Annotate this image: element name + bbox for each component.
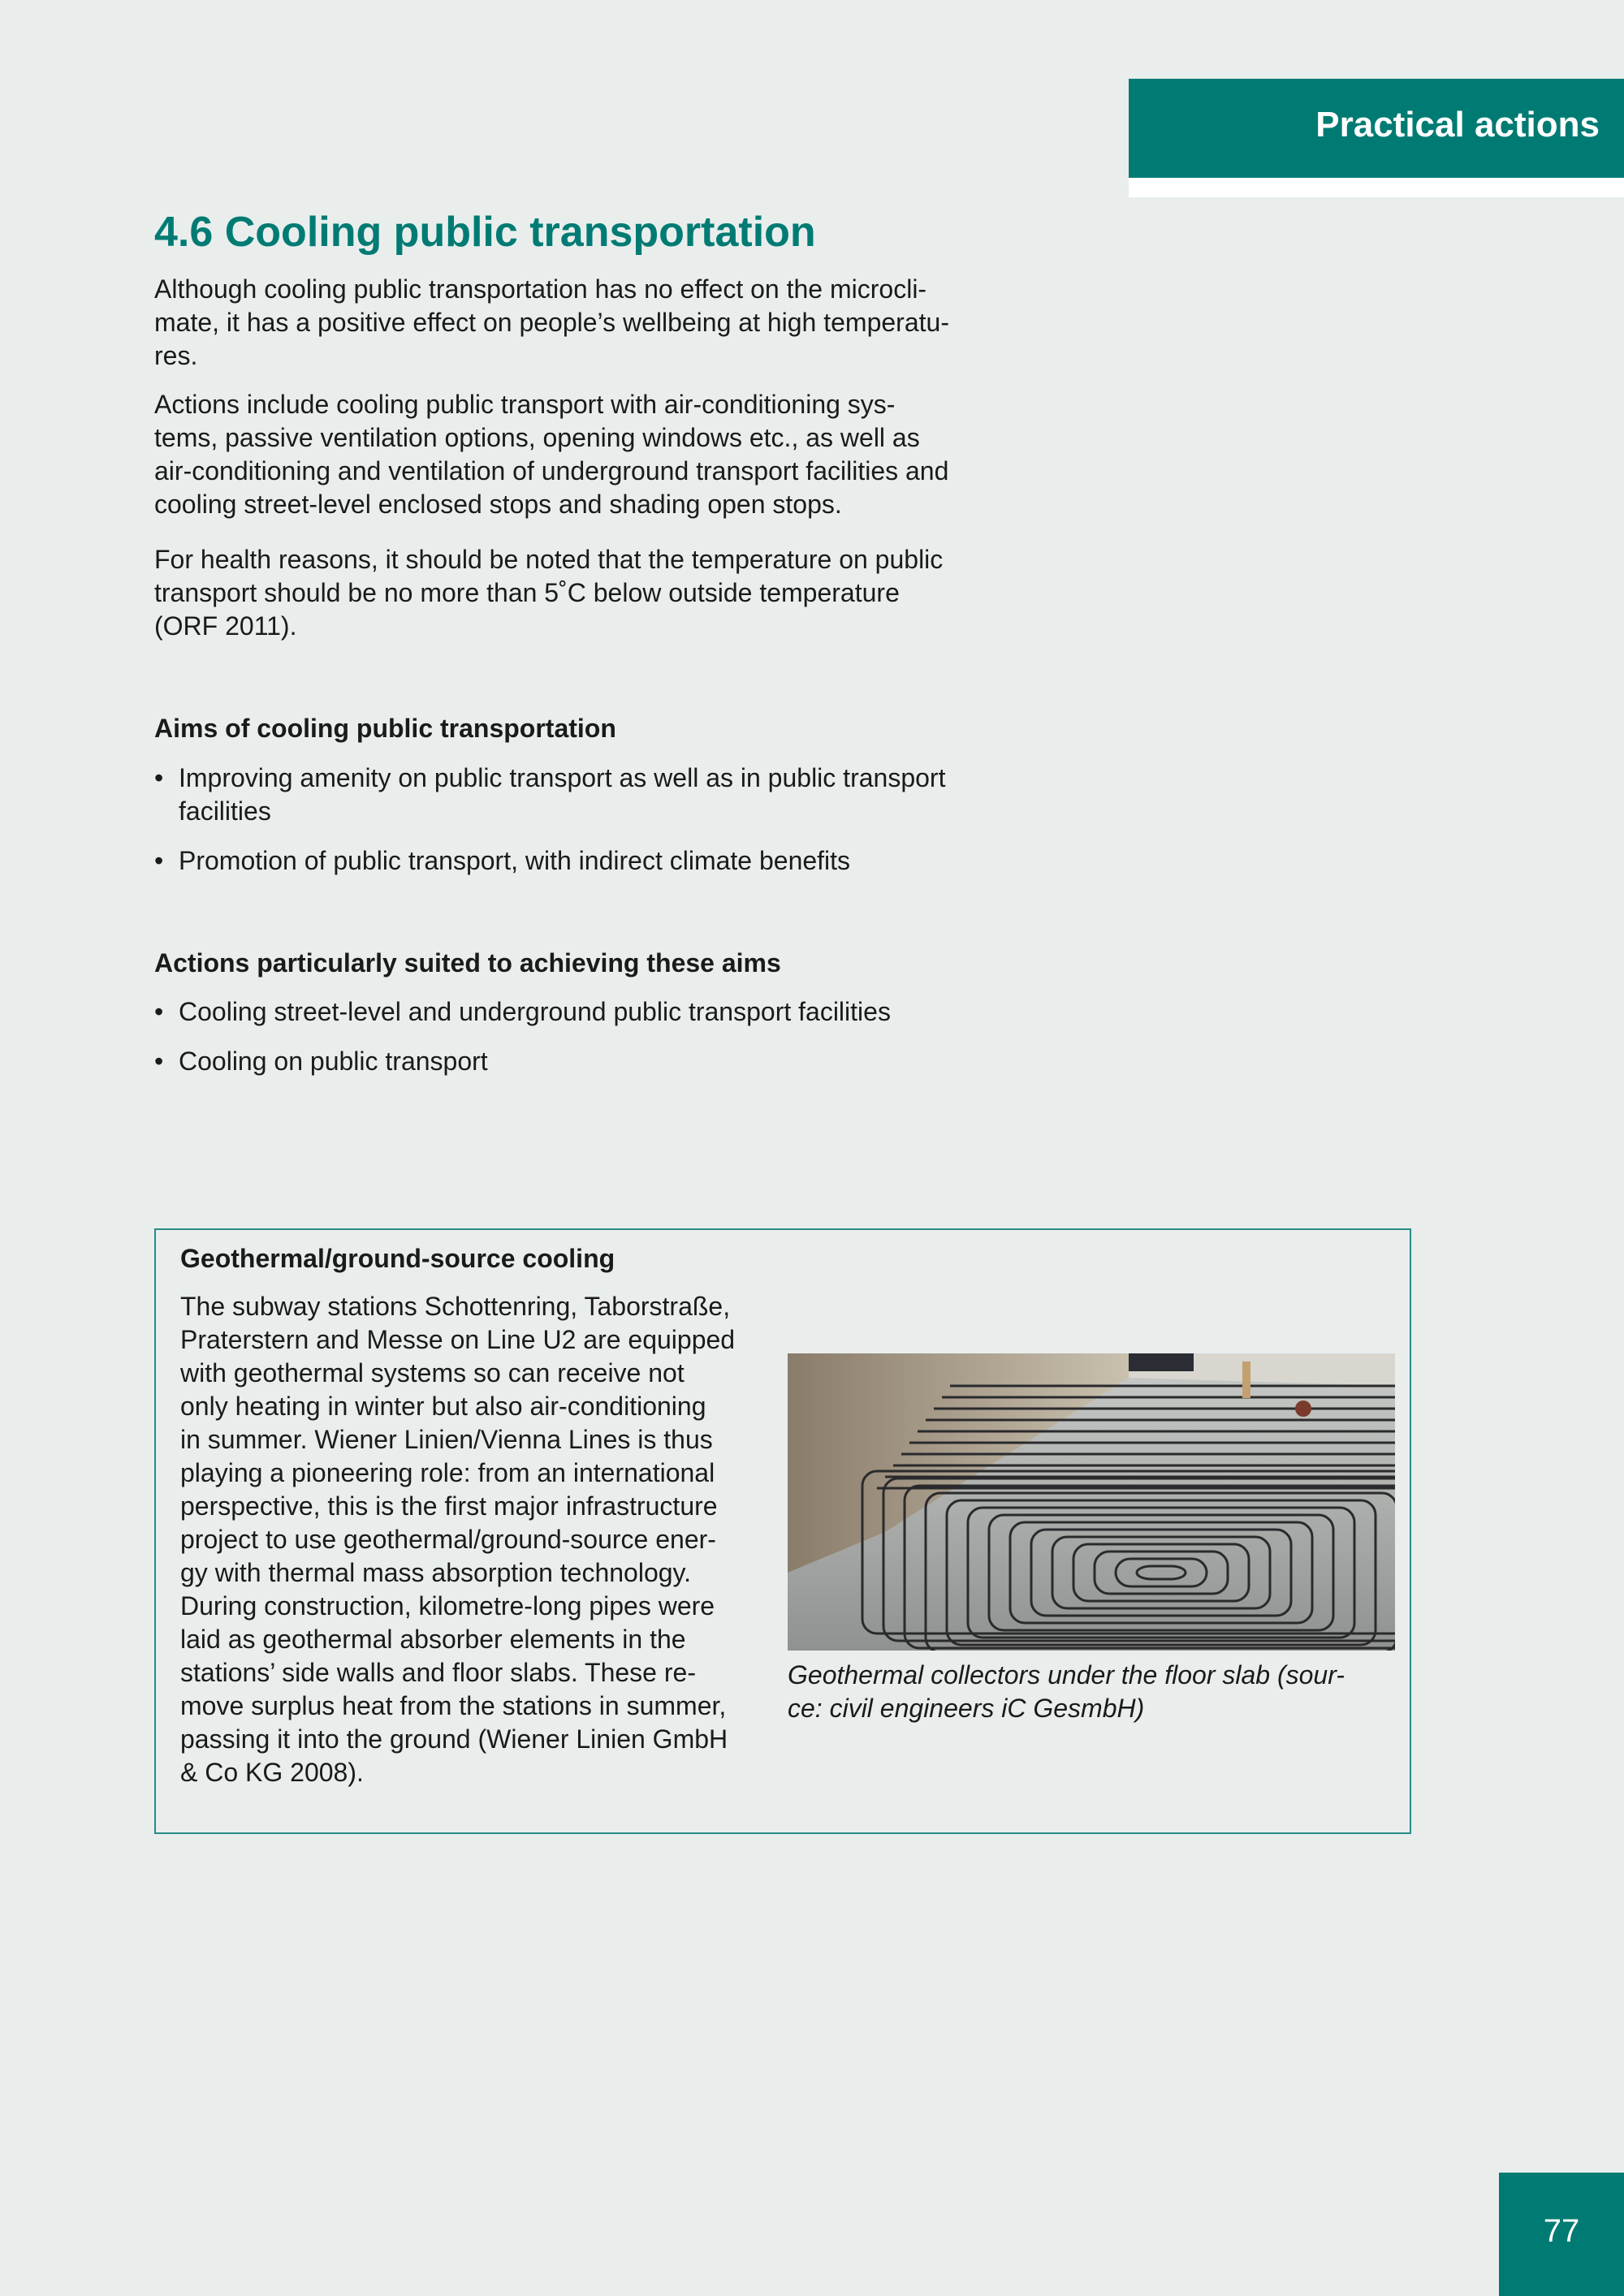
- page-number-box: [1499, 2173, 1624, 2296]
- info-box-heading: Geothermal/ground-source cooling: [180, 1244, 615, 1273]
- text-line: air-conditioning and ventilation of underground transport facilities and: [154, 456, 949, 486]
- list-item: [154, 844, 1047, 878]
- text-line: move surplus heat from the stations in summer,: [180, 1691, 727, 1720]
- aims-heading: Aims of cooling public transportation: [154, 714, 616, 743]
- text-line: mate, it has a positive effect on people’s wellbeing at high temperatu-: [154, 308, 949, 337]
- info-box-geothermal: [154, 1228, 1411, 1834]
- aims-list: [154, 762, 1047, 878]
- list-item: [154, 995, 1047, 1029]
- text-line: cooling street-level enclosed stops and shading open stops.: [154, 490, 842, 519]
- text-line: • Cooling street-level and underground public transport facilities: [179, 997, 891, 1026]
- text-line: gy with thermal mass absorption technology.: [180, 1558, 692, 1587]
- photo-caption: [788, 1659, 1345, 1725]
- intro-paragraph-2: [154, 388, 1047, 521]
- text-line: Actions include cooling public transport with air-conditioning sys-: [154, 390, 896, 419]
- text-line: facilities: [179, 796, 271, 826]
- text-line: perspective, this is the first major infrastructure: [180, 1491, 718, 1521]
- header-divider: [1129, 178, 1624, 197]
- text-line: stations’ side walls and floor slabs. These re-: [180, 1658, 696, 1687]
- text-line: in summer. Wiener Linien/Vienna Lines is thus: [180, 1425, 713, 1454]
- text-line: • Improving amenity on public transport as well as in public transport: [179, 763, 946, 792]
- section-header-band: [1129, 79, 1624, 178]
- text-line: (ORF 2011).: [154, 611, 297, 641]
- text-line: only heating in winter but also air-conditioning: [180, 1392, 706, 1421]
- text-line: The subway stations Schottenring, Taborstraße,: [180, 1292, 731, 1321]
- geothermal-collectors-photo: [788, 1353, 1395, 1651]
- info-box-text: [180, 1290, 735, 1789]
- text-line: ce: civil engineers iC GesmbH): [788, 1694, 1145, 1723]
- text-line: Although cooling public transportation has no effect on the microcli-: [154, 274, 927, 304]
- text-line: For health reasons, it should be noted that the temperature on public: [154, 545, 944, 574]
- text-line: passing it into the ground (Wiener Linien GmbH: [180, 1724, 728, 1754]
- text-line: During construction, kilometre-long pipes were: [180, 1591, 715, 1621]
- text-line: Praterstern and Messe on Line U2 are equipped: [180, 1325, 736, 1354]
- text-line: tems, passive ventilation options, opening windows etc., as well as: [154, 423, 920, 452]
- text-line: Geothermal collectors under the floor slab (sour-: [788, 1660, 1345, 1690]
- text-line: • Cooling on public transport: [179, 1047, 488, 1076]
- actions-list: [154, 995, 1047, 1078]
- list-item: [154, 762, 1047, 828]
- page-title: 4.6 Cooling public transportation: [154, 209, 816, 256]
- text-line: playing a pioneering role: from an international: [180, 1458, 715, 1487]
- section-label: Practical actions: [1315, 105, 1600, 145]
- list-item: [154, 1045, 1047, 1078]
- text-line: res.: [154, 341, 198, 370]
- text-line: transport should be no more than 5˚C below outside temperature: [154, 578, 900, 607]
- text-line: laid as geothermal absorber elements in the: [180, 1625, 686, 1654]
- text-line: • Promotion of public transport, with indirect climate benefits: [179, 846, 851, 875]
- text-line: project to use geothermal/ground-source ener-: [180, 1525, 716, 1554]
- text-line: with geothermal systems so can receive not: [180, 1358, 685, 1388]
- text-line: & Co KG 2008).: [180, 1758, 364, 1787]
- page-number: 77: [1543, 2213, 1580, 2249]
- intro-paragraph-1: [154, 273, 1047, 373]
- intro-paragraph-3: [154, 543, 1047, 643]
- actions-heading: Actions particularly suited to achieving these aims: [154, 948, 781, 978]
